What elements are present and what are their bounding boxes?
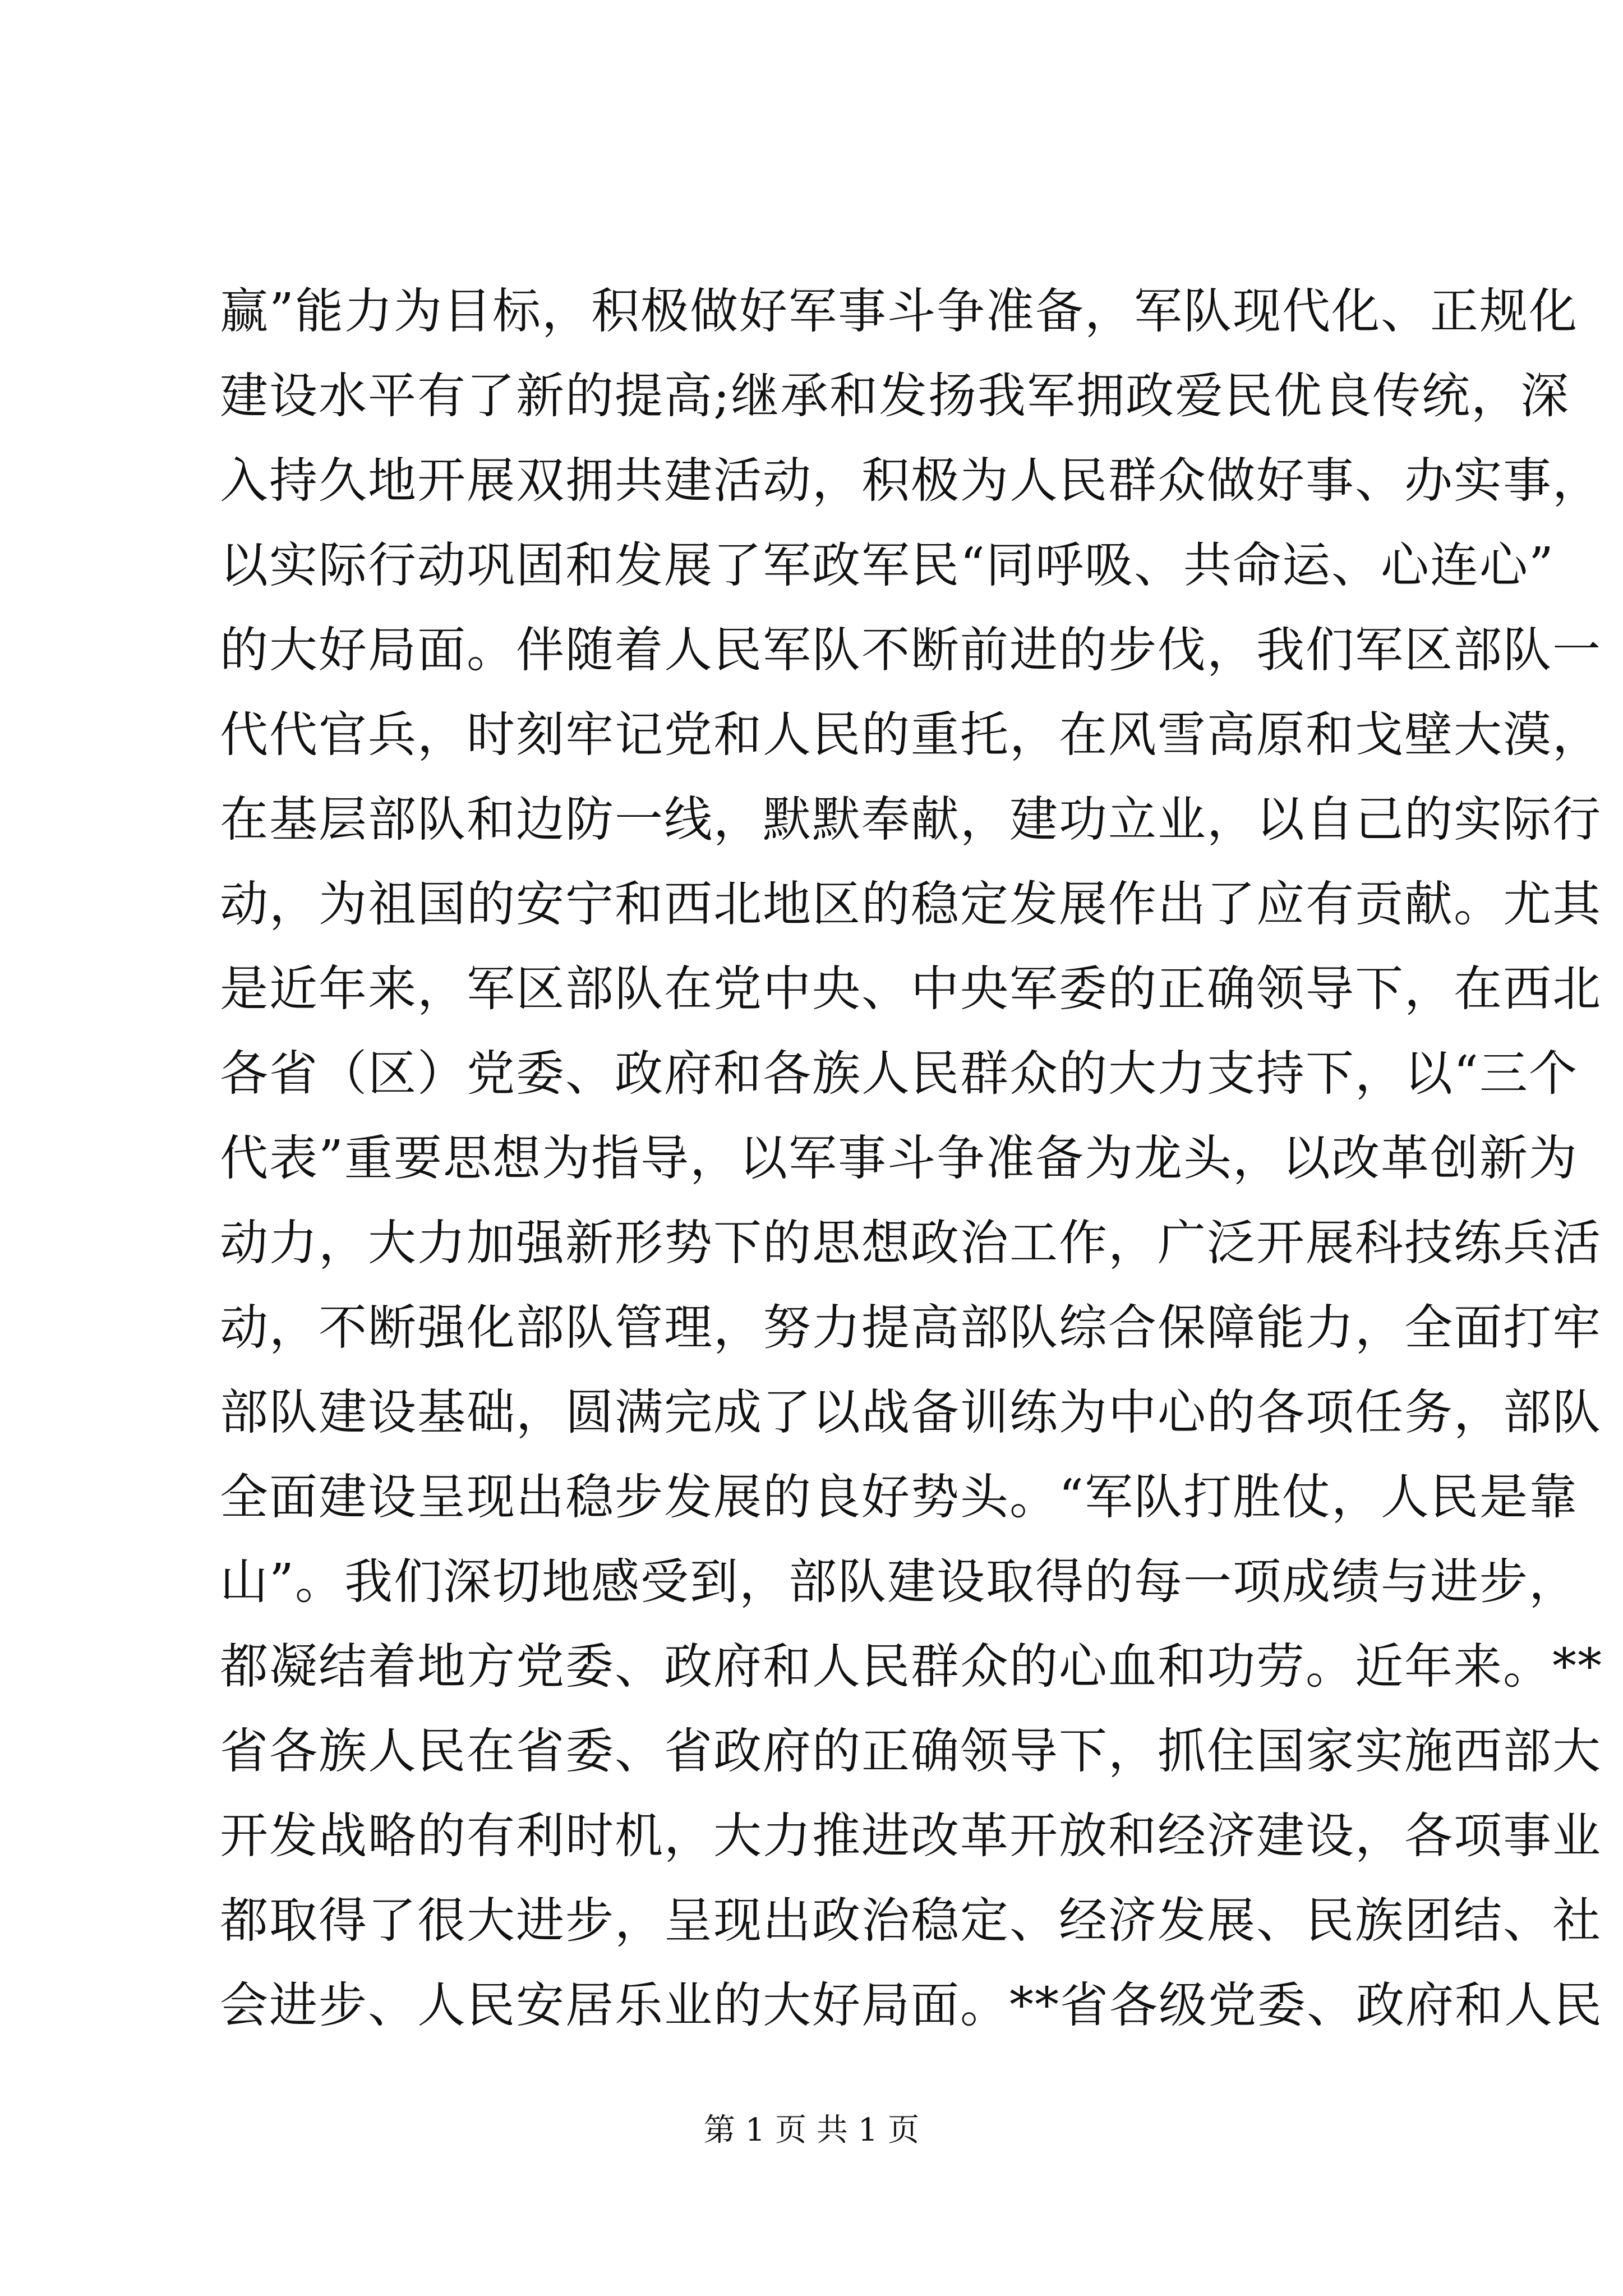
text-line: 山”。我们深切地感受到，部队建设取得的每一项成绩与进步，: [220, 1554, 1578, 1610]
body-paragraph: [220, 269, 1603, 2048]
text-line: 以实际行动巩固和发展了军政军民“同呼吸、共命运、心连心”: [220, 537, 1555, 593]
text-line: 代表”重要思想为指导，以军事斗争准备为龙头，以改革创新为: [220, 1130, 1578, 1186]
text-line: 在基层部队和边防一线，默默奉献，建功立业，以自己的实际行: [220, 792, 1602, 848]
text-line: 全面建设呈现出稳步发展的良好势头。“军队打胜仗，人民是靠: [220, 1469, 1578, 1525]
text-line: 动，为祖国的安宁和西北地区的稳定发展作出了应有贡献。尤其: [220, 876, 1602, 932]
text-line: 都凝结着地方党委、政府和人民群众的心血和功劳。近年来。**: [220, 1639, 1603, 1695]
text-line: 开发战略的有利时机，大力推进改革开放和经济建设，各项事业: [220, 1808, 1602, 1864]
text-line: 省各族人民在省委、省政府的正确领导下，抓住国家实施西部大: [220, 1723, 1602, 1779]
text-line: 的大好局面。伴随着人民军队不断前进的步伐，我们军区部队一: [220, 622, 1602, 678]
text-line: 部队建设基础，圆满完成了以战备训练为中心的各项任务，部队: [220, 1384, 1602, 1441]
page-number-footer: 第 1 页 共 1 页: [703, 2112, 920, 2148]
text-line: 动力，大力加强新形势下的思想政治工作，广泛开展科技练兵活: [220, 1215, 1602, 1271]
text-line: 会进步、人民安居乐业的大好局面。**省各级党委、政府和人民: [220, 1977, 1603, 2033]
text-line: 各省（区）党委、政府和各族人民群众的大力支持下，以“三个: [220, 1046, 1578, 1102]
text-line: 代代官兵，时刻牢记党和人民的重托，在风雪高原和戈壁大漠，: [220, 707, 1602, 763]
text-line: 都取得了很大进步，呈现出政治稳定、经济发展、民族团结、社: [220, 1893, 1602, 1949]
text-line: 动，不断强化部队管理，努力提高部队综合保障能力，全面打牢: [220, 1300, 1602, 1356]
text-line: 入持久地开展双拥共建活动，积极为人民群众做好事、办实事，: [220, 453, 1602, 509]
text-line: 建设水平有了新的提高;继承和发扬我军拥政爱民优良传统，深: [220, 368, 1570, 424]
text-line: 赢”能力为目标，积极做好军事斗争准备，军队现代化、正规化: [220, 283, 1578, 339]
text-line: 是近年来，军区部队在党中央、中央军委的正确领导下，在西北: [220, 961, 1602, 1017]
